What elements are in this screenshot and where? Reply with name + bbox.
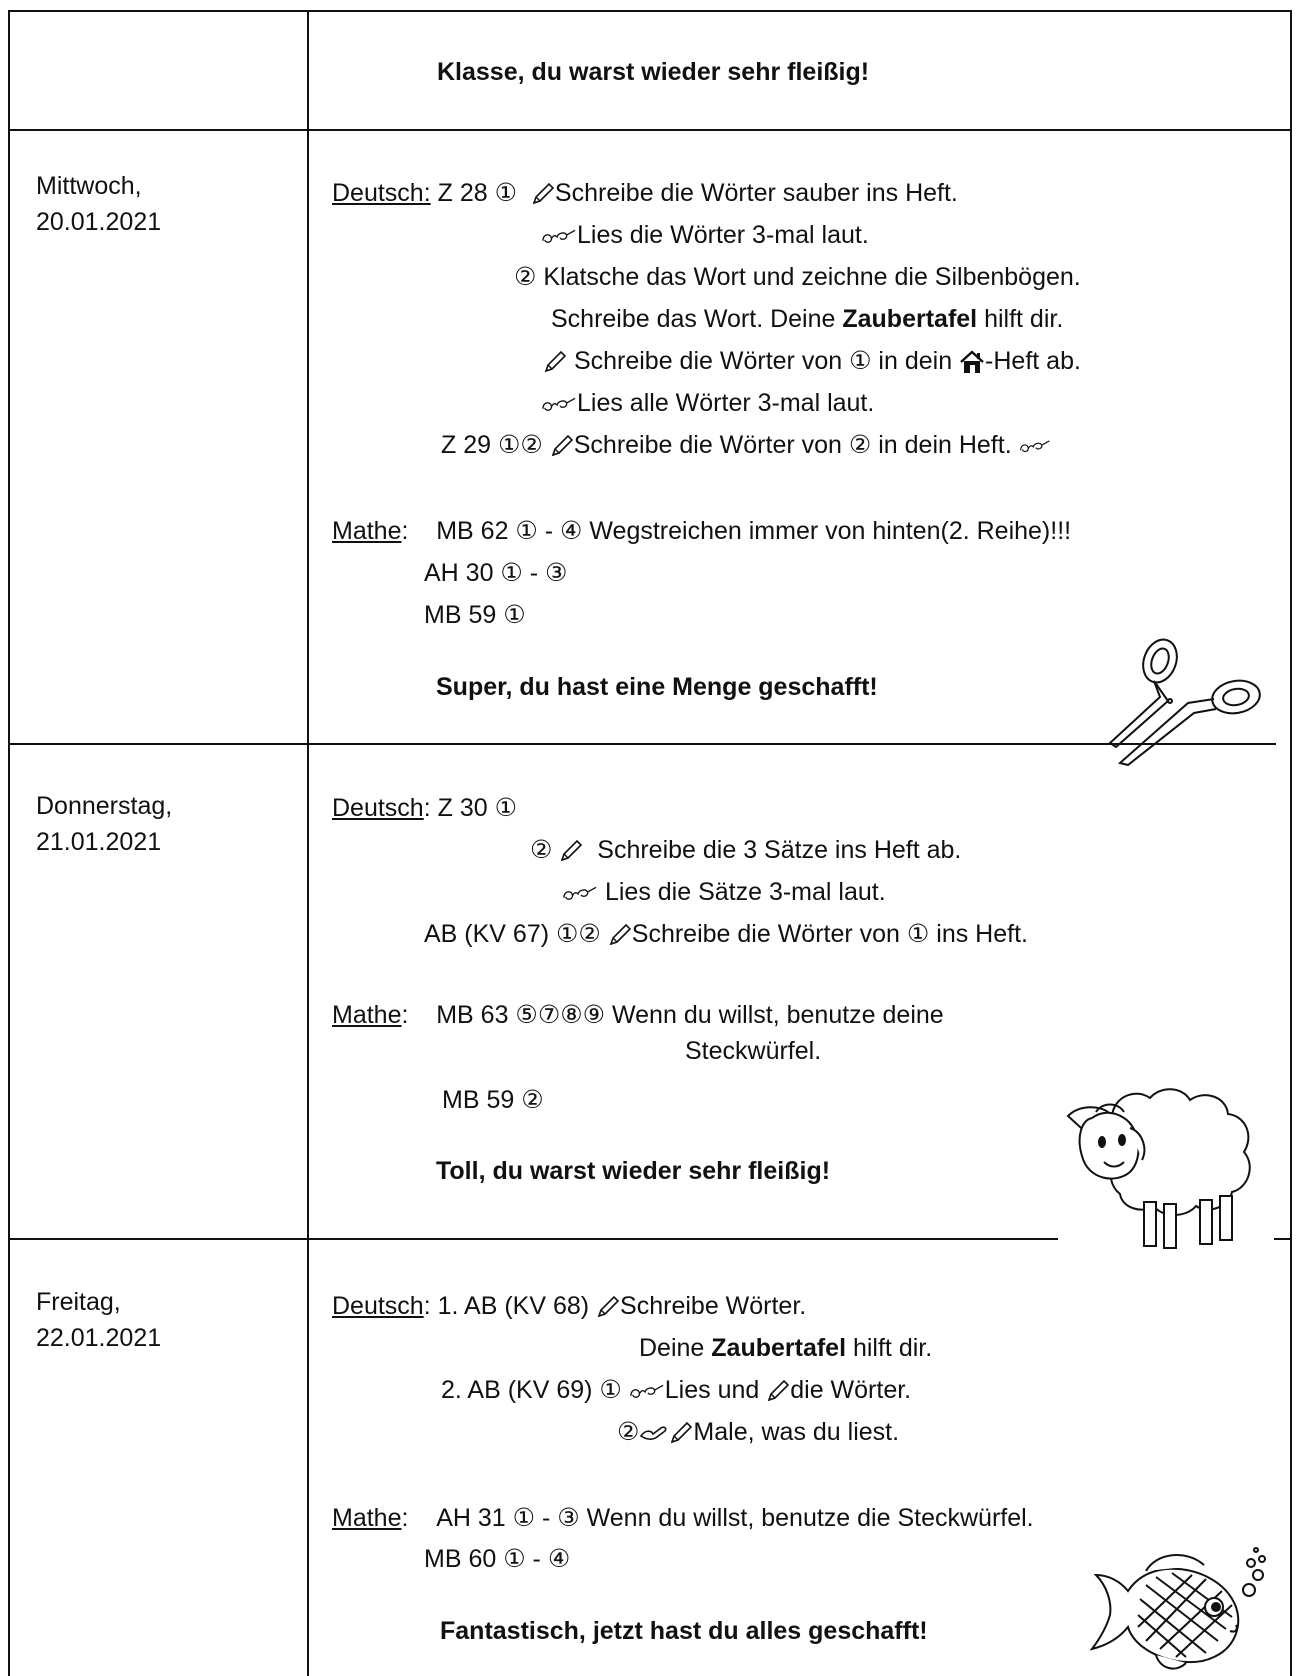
mathe-line-1: Mathe: MB 62 ① - ④ Wegstreichen immer von hinten(2. Reihe)!!!: [332, 517, 1072, 545]
subject-label-deutsch: Deutsch: [332, 794, 424, 822]
drawing-hand-icon: [639, 1422, 669, 1444]
pencil-icon: [543, 350, 567, 374]
closing-message-freitag: Fantastisch, jetzt hast du alles geschafft!: [440, 1617, 928, 1645]
deutsch-line-4: AB (KV 67) ①② Schreibe die Wörter von ① ins Heft.: [424, 920, 1028, 948]
table-border-left: [8, 10, 10, 1676]
deutsch-line-3: ② Klatsche das Wort und zeichne die Silbenbögen.: [514, 263, 1081, 291]
row-divider-1: [8, 129, 1292, 131]
day-label-mittwoch: Mittwoch,: [36, 172, 142, 200]
reading-glasses-icon: [1019, 436, 1051, 456]
deutsch-line-3: 2. AB (KV 69) ① Lies und die Wörter.: [441, 1376, 912, 1404]
day-label-donnerstag: Donnerstag,: [36, 792, 173, 820]
pencil-icon: [550, 434, 574, 458]
deutsch-line-1: Deutsch: Z 28 ① Schreibe die Wörter sauber ins Heft.: [332, 179, 958, 207]
deutsch-line-4: Schreibe das Wort. Deine Zaubertafel hilft dir.: [551, 305, 1064, 333]
deutsch-line-1: Deutsch: Z 30 ①: [332, 794, 518, 822]
mathe-line-3: MB 59 ①: [424, 601, 526, 629]
pencil-icon: [766, 1379, 790, 1403]
closing-message-donnerstag: Toll, du warst wieder sehr fleißig!: [436, 1157, 831, 1185]
pencil-icon: [531, 182, 555, 206]
deutsch-line-2: Deine Zaubertafel hilft dir.: [639, 1334, 933, 1362]
house-icon: [959, 349, 985, 375]
mathe-line-2: MB 60 ① - ④: [424, 1545, 571, 1573]
mathe-line-3: MB 59 ②: [442, 1086, 544, 1114]
date-label-donnerstag: 21.01.2021: [36, 828, 162, 856]
scissors-icon: [1098, 635, 1268, 770]
reading-glasses-icon: [629, 1380, 665, 1402]
reading-glasses-icon: [562, 882, 598, 904]
table-border-right: [1290, 10, 1292, 1676]
deutsch-line-2: Lies die Wörter 3-mal laut.: [541, 220, 869, 250]
reading-glasses-icon: [541, 225, 577, 247]
subject-label-mathe: Mathe: [332, 1504, 402, 1532]
pencil-icon: [669, 1421, 693, 1445]
deutsch-line-2: ② Schreibe die 3 Sätze ins Heft ab.: [530, 836, 962, 864]
pencil-icon: [559, 839, 583, 863]
pencil-icon: [596, 1295, 620, 1319]
deutsch-line-7: Z 29 ①② Schreibe die Wörter von ② in dein Heft.: [441, 430, 1051, 460]
day-label-freitag: Freitag,: [36, 1288, 121, 1316]
header-message: Klasse, du warst wieder sehr fleißig!: [437, 58, 870, 86]
row-divider-2: [8, 743, 1276, 745]
deutsch-line-5: Schreibe die Wörter von ① in dein -Heft ab.: [543, 346, 1081, 376]
mathe-line-1: Mathe: AH 31 ① - ③ Wenn du willst, benutze die Steckwürfel.: [332, 1504, 1034, 1532]
subject-label-deutsch: Deutsch: [332, 1292, 424, 1320]
subject-label-deutsch: Deutsch:: [332, 179, 431, 207]
row-divider-3a: [8, 1238, 1058, 1240]
mathe-line-2: Steckwürfel.: [685, 1037, 822, 1065]
reading-glasses-icon: [541, 393, 577, 415]
mathe-line-1: Mathe: MB 63 ⑤⑦⑧⑨ Wenn du willst, benutze deine: [332, 1001, 944, 1029]
column-divider: [307, 10, 309, 1676]
sheep-icon: [1052, 1076, 1272, 1252]
closing-message-mittwoch: Super, du hast eine Menge geschafft!: [436, 673, 878, 701]
date-label-freitag: 22.01.2021: [36, 1324, 162, 1352]
subject-label-mathe: Mathe: [332, 517, 402, 545]
pencil-icon: [608, 923, 632, 947]
fish-icon: [1086, 1545, 1271, 1676]
deutsch-line-4: ② Male, was du liest.: [617, 1418, 900, 1446]
mathe-line-2: AH 30 ① - ③: [424, 559, 568, 587]
deutsch-line-6: Lies alle Wörter 3-mal laut.: [541, 388, 874, 418]
date-label-mittwoch: 20.01.2021: [36, 208, 162, 236]
deutsch-line-3: Lies die Sätze 3-mal laut.: [562, 877, 886, 907]
subject-label-mathe: Mathe: [332, 1001, 402, 1029]
table-border-top: [8, 10, 1292, 12]
deutsch-line-1: Deutsch: 1. AB (KV 68) Schreibe Wörter.: [332, 1292, 807, 1320]
